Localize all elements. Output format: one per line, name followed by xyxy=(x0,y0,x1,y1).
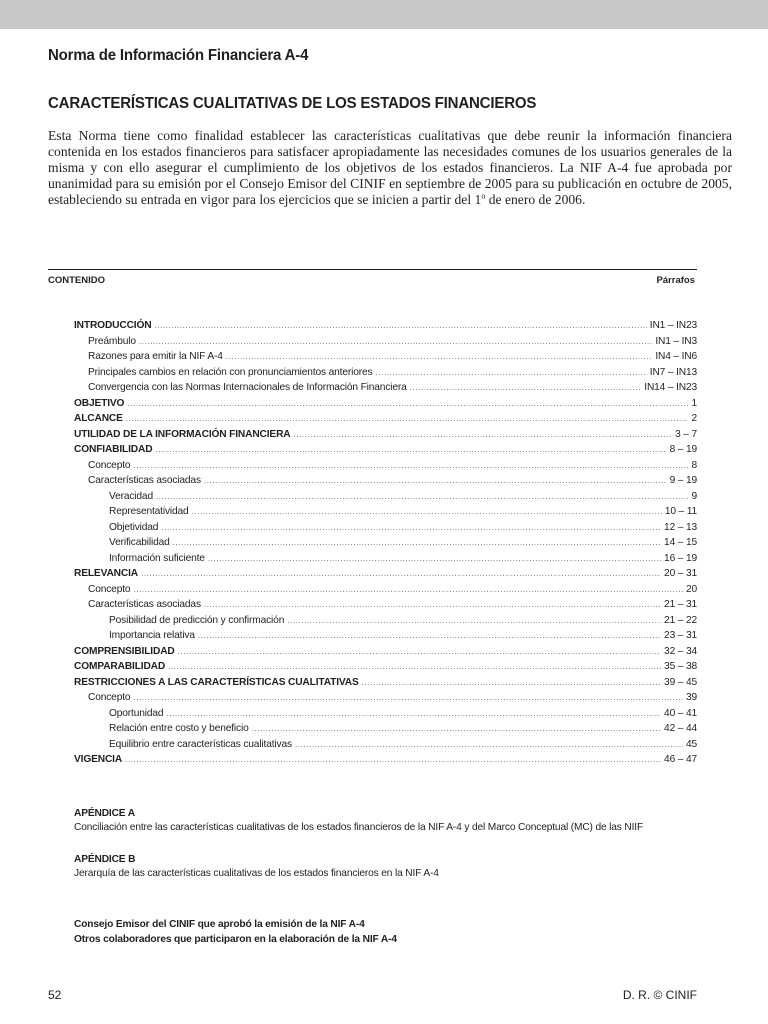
toc-entry xyxy=(74,351,697,367)
toc-entry-label: OBJETIVO xyxy=(74,397,125,409)
toc-entry-label: Razones para emitir la NIF A-4 xyxy=(88,351,223,362)
toc-entry xyxy=(74,429,697,445)
toc-entry-label: CONFIABILIDAD xyxy=(74,444,153,455)
toc-leader-dots xyxy=(155,445,666,454)
toc-entry-label: Relación entre costo y beneficio xyxy=(109,723,249,734)
toc-leader-dots xyxy=(133,461,688,470)
toc-entry xyxy=(74,537,697,553)
toc-leader-dots xyxy=(126,414,689,423)
toc-entry xyxy=(74,677,697,693)
toc-entry-label: VIGENCIA xyxy=(74,754,123,765)
toc-leader-dots xyxy=(198,631,661,640)
toc-leader-dots xyxy=(166,709,661,718)
toc-leader-dots xyxy=(226,352,653,361)
toc-entry-paragraphs: IN1 – IN23 xyxy=(649,320,697,331)
toc-entry-paragraphs: 9 – 19 xyxy=(669,475,697,486)
toc-entry xyxy=(74,661,697,677)
toc-entry-label: COMPARABILIDAD xyxy=(74,661,166,672)
toc-entry-label: Posibilidad de predicción y confirmación xyxy=(109,614,285,626)
toc-entry-paragraphs: 21 – 22 xyxy=(664,614,697,626)
toc-entry-paragraphs: 39 – 45 xyxy=(664,676,697,688)
toc-leader-dots xyxy=(168,662,661,671)
toc-entry xyxy=(74,553,697,569)
toc-entry-label: Oportunidad xyxy=(109,707,164,719)
toc-entry-label: INTRODUCCIÓN xyxy=(74,320,152,331)
toc-entry-label: Equilibrio entre características cualitativas xyxy=(109,738,292,750)
toc-leader-dots xyxy=(204,476,667,485)
toc-leader-dots xyxy=(161,523,661,532)
toc-entry xyxy=(74,367,697,383)
toc-entry xyxy=(74,413,697,429)
toc-entry-paragraphs: 20 xyxy=(685,583,697,595)
toc-entry-label: Preámbulo xyxy=(88,335,136,347)
document-title: Norma de Información Financiera A-4 xyxy=(48,47,309,64)
toc-entry-paragraphs: 35 – 38 xyxy=(664,661,697,672)
contents-divider xyxy=(48,269,697,270)
toc-entry-paragraphs: 8 – 19 xyxy=(669,444,697,455)
toc-entry-paragraphs: 20 – 31 xyxy=(664,568,697,579)
toc-leader-dots xyxy=(125,755,661,764)
toc-entry-label: Concepto xyxy=(88,583,131,595)
toc-entry-label: COMPRENSIBILIDAD xyxy=(74,645,175,657)
toc-leader-dots xyxy=(252,724,661,733)
appendix-b-text: Jerarquía de las características cualitativas de los estados financieros en la NIF A-4 xyxy=(74,868,439,879)
toc-entry xyxy=(74,708,697,724)
toc-entry xyxy=(74,615,697,631)
toc-entry-label: RELEVANCIA xyxy=(74,568,138,579)
toc-entry-paragraphs: 1 xyxy=(691,397,697,409)
toc-entry xyxy=(74,398,697,414)
top-header-band xyxy=(0,0,768,29)
contents-heading: CONTENIDO xyxy=(48,275,105,286)
toc-leader-dots xyxy=(178,647,661,656)
credits-line-collaborators: Otros colaboradores que participaron en la elaboración de la NIF A-4 xyxy=(74,934,397,945)
toc-leader-dots xyxy=(410,383,642,392)
toc-leader-dots xyxy=(133,693,683,702)
appendix-a-heading: APÉNDICE A xyxy=(74,808,135,819)
toc-entry-label: UTILIDAD DE LA INFORMACIÓN FINANCIERA xyxy=(74,428,291,440)
toc-entry-label: RESTRICCIONES A LAS CARACTERÍSTICAS CUALITATIVAS xyxy=(74,676,359,688)
toc-entry xyxy=(74,630,697,646)
ordinal-superscript: o xyxy=(481,191,486,201)
toc-entry xyxy=(74,320,697,336)
toc-leader-dots xyxy=(127,399,688,408)
toc-entry-label: Principales cambios en relación con pronunciamientos anteriores xyxy=(88,366,373,378)
toc-entry xyxy=(74,568,697,584)
toc-entry xyxy=(74,739,697,755)
toc-entry-paragraphs: 2 xyxy=(691,413,697,424)
toc-entry-paragraphs: 3 – 7 xyxy=(675,428,697,440)
toc-leader-dots xyxy=(295,740,683,749)
toc-entry xyxy=(74,475,697,491)
toc-entry-label: Importancia relativa xyxy=(109,630,195,641)
toc-leader-dots xyxy=(204,600,661,609)
intro-paragraph xyxy=(48,128,732,208)
toc-entry-label: Representatividad xyxy=(109,506,189,517)
toc-entry-paragraphs: 9 xyxy=(691,490,697,502)
toc-entry-paragraphs: IN4 – IN6 xyxy=(655,351,697,362)
toc-entry-label: Características asociadas xyxy=(88,475,201,486)
credits xyxy=(74,917,734,947)
toc-entry-paragraphs: 40 – 41 xyxy=(664,707,697,719)
toc-leader-dots xyxy=(287,616,661,625)
toc-leader-dots xyxy=(362,678,661,687)
toc-entry xyxy=(74,754,697,770)
toc-entry-paragraphs: IN1 – IN3 xyxy=(655,335,697,347)
toc-leader-dots xyxy=(173,538,661,547)
contents-header xyxy=(48,275,697,287)
toc-entry-paragraphs: IN14 – IN23 xyxy=(644,382,697,393)
toc-entry xyxy=(74,646,697,662)
toc-entry-paragraphs: 39 xyxy=(685,692,697,703)
toc-leader-dots xyxy=(141,569,661,578)
toc-entry-paragraphs: 12 – 13 xyxy=(664,521,697,533)
intro-text: Esta Norma tiene como finalidad establecer las características cualitativas que debe reunir la información financiera contenida en los estados financieros para satisfacer apropiadamente las necesidades comunes de los usuarios generales de la misma y con ello asegurar el cumplimiento de los objetivos de los estados financieros. La NIF A-4 fue aprobada por unanimidad para su emisión por el Consejo Emisor del CINIF en septiembre de 2005 para su publicación en octubre de 2005, estableciendo su entrada en vigor para los ejercicios que se inicien a partir del 1 xyxy=(48,128,732,207)
credits-line-council: Consejo Emisor del CINIF que aprobó la emisión de la NIF A-4 xyxy=(74,919,365,930)
toc-entry xyxy=(74,382,697,398)
toc-entry xyxy=(74,444,697,460)
section-title: CARACTERÍSTICAS CUALITATIVAS DE LOS ESTADOS FINANCIEROS xyxy=(48,95,537,112)
toc-entry-paragraphs: 23 – 31 xyxy=(664,630,697,641)
toc-entry-label: Concepto xyxy=(88,692,131,703)
toc-entry-label: Objetividad xyxy=(109,521,159,533)
toc-entry xyxy=(74,692,697,708)
intro-text-end: de enero de 2006. xyxy=(485,192,586,207)
toc-entry-label: Concepto xyxy=(88,459,131,471)
appendix-b xyxy=(74,854,734,879)
toc-entry-label: ALCANCE xyxy=(74,413,123,424)
toc-leader-dots xyxy=(375,368,646,377)
toc-entry-paragraphs: IN7 – IN13 xyxy=(649,366,697,378)
copyright-notice: D. R. © CINIF xyxy=(622,988,697,1002)
toc-leader-dots xyxy=(208,554,661,563)
toc-leader-dots xyxy=(154,321,646,330)
toc-entry-paragraphs: 46 – 47 xyxy=(664,754,697,765)
toc-entry xyxy=(74,491,697,507)
toc-entry-paragraphs: 10 – 11 xyxy=(664,506,697,517)
toc-entry-label: Características asociadas xyxy=(88,599,201,610)
toc-leader-dots xyxy=(133,585,683,594)
toc-entry-paragraphs: 42 – 44 xyxy=(664,723,697,734)
toc-entry-paragraphs: 14 – 15 xyxy=(664,537,697,548)
toc-leader-dots xyxy=(139,337,652,346)
toc-leader-dots xyxy=(192,507,662,516)
toc-entry-label: Veracidad xyxy=(109,490,153,502)
toc-entry xyxy=(74,336,697,352)
paragraphs-heading: Párrafos xyxy=(656,275,695,286)
appendix-a-text: Conciliación entre las características cualitativas de los estados financieros de la NIF A-4 y del Marco Conceptual (MC) de las NIIF xyxy=(74,822,644,833)
toc-entry-paragraphs: 45 xyxy=(685,738,697,750)
toc-entry-paragraphs: 8 xyxy=(691,459,697,471)
toc-entry-label: Convergencia con las Normas Internacionales de Información Financiera xyxy=(88,382,407,393)
toc-entry-paragraphs: 16 – 19 xyxy=(664,552,697,564)
table-of-contents xyxy=(74,320,697,770)
toc-entry xyxy=(74,584,697,600)
toc-entry-paragraphs: 32 – 34 xyxy=(664,645,697,657)
toc-entry-label: Verificabilidad xyxy=(109,537,170,548)
toc-entry-label: Información suficiente xyxy=(109,552,205,564)
toc-entry-paragraphs: 21 – 31 xyxy=(664,599,697,610)
toc-entry xyxy=(74,506,697,522)
appendix-b-heading: APÉNDICE B xyxy=(74,854,136,865)
page-number: 52 xyxy=(48,988,62,1002)
toc-entry xyxy=(74,599,697,615)
toc-leader-dots xyxy=(294,430,673,439)
toc-leader-dots xyxy=(156,492,689,501)
toc-entry xyxy=(74,522,697,538)
appendix-a xyxy=(74,808,734,833)
toc-entry xyxy=(74,723,697,739)
toc-entry xyxy=(74,460,697,476)
